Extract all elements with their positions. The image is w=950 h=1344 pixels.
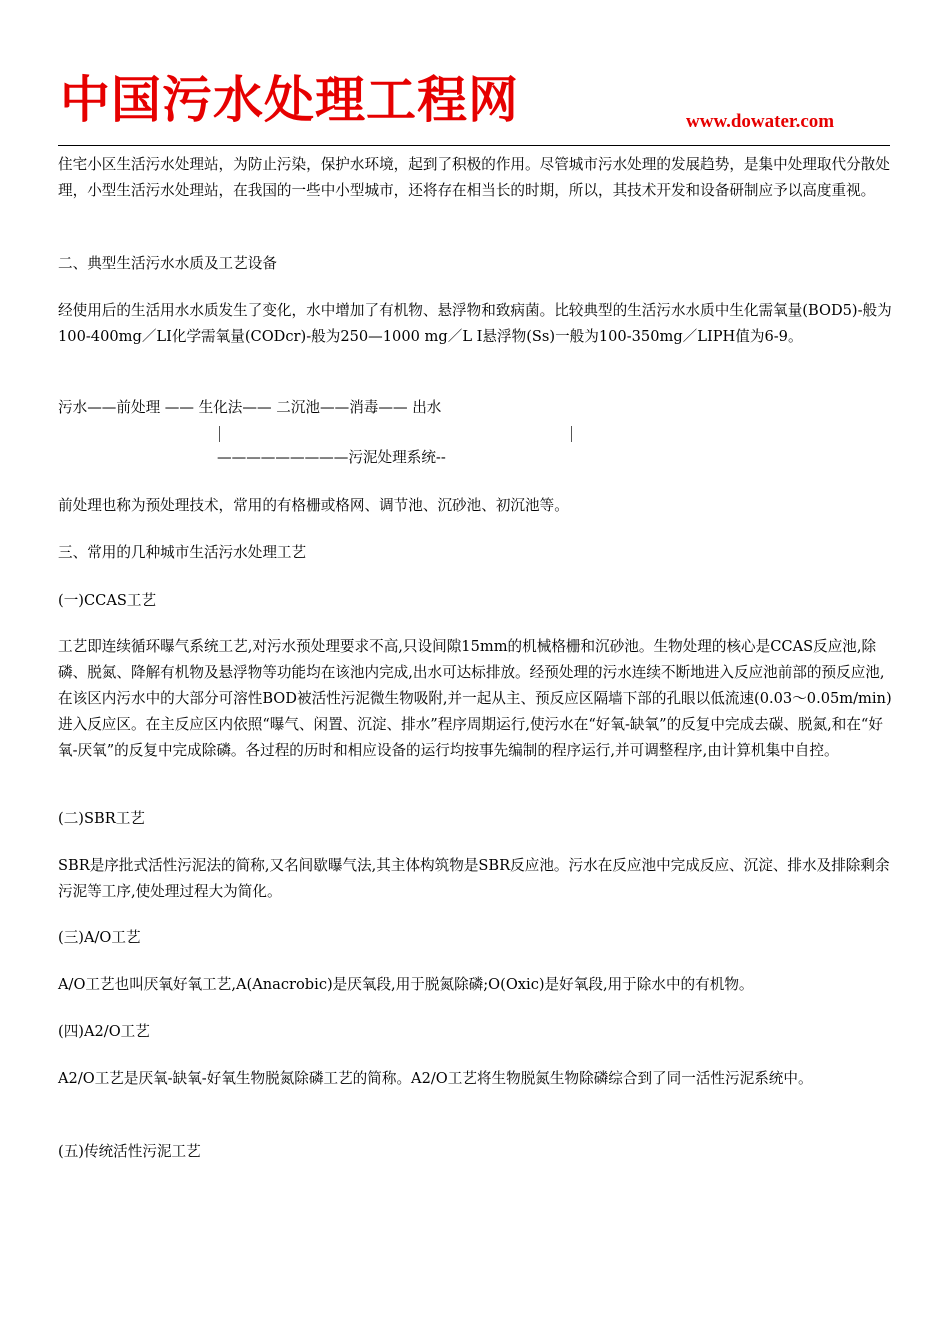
header-divider [58,145,890,146]
a2o-heading: (四)A2/O工艺 [58,1023,150,1040]
flow-connector-right [571,426,572,442]
section-heading-3: 三、常用的几种城市生活污水处理工艺 [58,544,307,561]
sludge-flow-line: —————————污泥处理系统-- [217,449,446,466]
a2o-paragraph: A2/O工艺是厌氧-缺氧-好氧生物脱氮除磷工艺的简称。A2/O工艺将生物脱氮生物除磷综合到了同一活性污泥系统中。 [58,1070,813,1087]
ccas-heading: (一)CCAS工艺 [58,592,157,609]
pretreatment-paragraph: 前处理也称为预处理技术，常用的有格栅或格网、调节池、沉砂池、初沉池等。 [58,497,569,514]
traditional-heading: (五)传统活性污泥工艺 [58,1143,201,1160]
site-url[interactable]: www.dowater.com [686,111,835,132]
sbr-heading: (二)SBR工艺 [58,810,145,827]
process-flow-line: 污水——前处理 —— 生化法—— 二沉池——消毒—— 出水 [58,399,442,416]
ao-paragraph: A/O工艺也叫厌氧好氧工艺,A(Anacrobic)是厌氧段,用于脱氮除磷;O(Oxic)是好氧段,用于除水中的有机物。 [58,976,754,993]
water-quality-paragraph: 经使用后的生活用水水质发生了变化，水中增加了有机物、悬浮物和致病菌。比较典型的生活污水水质中生化需氧量(BOD5)-般为100-400mg／LI化学需氧量(CODcr)-般为250—1000 mg／L I悬浮物(Ss)一般为100-350mg／LIPH值为6-9。 [58,302,892,345]
ao-heading: (三)A/O工艺 [58,929,141,946]
section-heading-2: 二、典型生活污水水质及工艺设备 [58,255,277,272]
site-title: 中国污水处理工程网 [60,71,519,129]
flow-connector-left [219,426,220,442]
ccas-paragraph: 工艺即连续循环曝气系统工艺,对污水预处理要求不高,只设间隙15mm的机械格栅和沉砂池。生物处理的核心是CCAS反应池,除磷、脱氮、降解有机物及悬浮物等功能均在该池内完成,出水可达标排放。经预处理的污水连续不断地进入反应池前部的预反应池,在该区内污水中的大部分可溶性BOD被活性污泥微生物吸附,并一起从主、预反应区隔墙下部的孔眼以低流速(0.03～0.05m/min)进入反应区。在主反应区内依照“曝气、闲置、沉淀、排水”程序周期运行,使污水在“好氧-缺氧”的反复中完成去碳、脱氮,和在“好氧-厌氧”的反复中完成除磷。各过程的历时和相应设备的运行均按事先编制的程序运行,并可调整程序,由计算机集中自控。 [58,638,892,759]
sbr-paragraph: SBR是序批式活性污泥法的简称,又名间歇曝气法,其主体构筑物是SBR反应池。污水在反应池中完成反应、沉淀、排水及排除剩余污泥等工序,使处理过程大为简化。 [58,857,890,900]
intro-paragraph: 住宅小区生活污水处理站，为防止污染，保护水环境，起到了积极的作用。尽管城市污水处理的发展趋势，是集中处理取代分散处理，小型生活污水处理站，在我国的一些中小型城市，还将存在相当长的时期，所以，其技术开发和设备研制应予以高度重视。 [58,156,890,199]
